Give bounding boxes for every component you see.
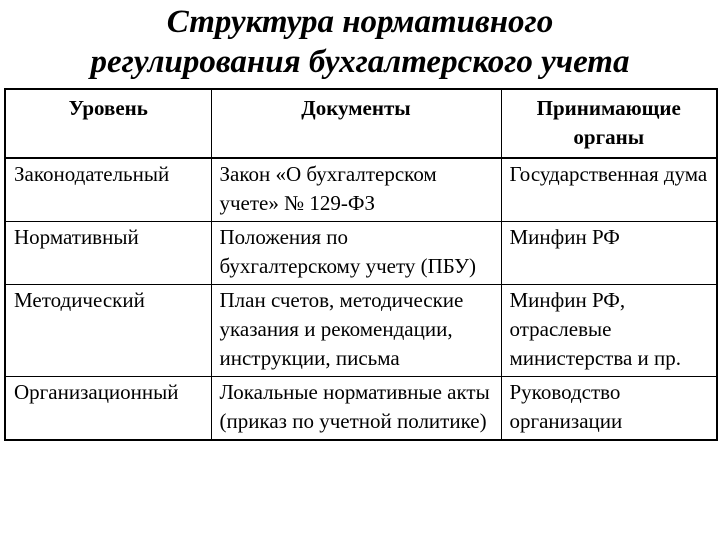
table-row <box>5 222 717 285</box>
regulation-table <box>4 88 718 441</box>
level-cell: Законодательный <box>14 162 170 186</box>
documents-cell: Положения по бухгалтерскому учету (ПБУ) <box>211 222 501 285</box>
level-cell: Организационный <box>14 380 179 404</box>
level-cell: Методический <box>14 288 145 312</box>
level-cell: Нормативный <box>14 225 139 249</box>
bodies-cell: Руководство организации <box>501 377 717 441</box>
header-documents: Документы <box>211 89 501 158</box>
slide-title <box>0 2 720 82</box>
documents-cell: План счетов, методические указания и рекомендации, инструкции, письма <box>211 285 501 377</box>
header-level: Уровень <box>5 89 211 158</box>
header-bodies: Принимающие органы <box>501 89 717 158</box>
documents-cell: Закон «О бухгалтерском учете» № 129-ФЗ <box>211 158 501 222</box>
documents-cell: Локальные нормативные акты (приказ по учетной политике) <box>211 377 501 441</box>
title-line-2: регулирования бухгалтерского учета <box>90 44 630 80</box>
header-row <box>5 89 717 158</box>
table-row <box>5 158 717 222</box>
table-row <box>5 285 717 377</box>
title-line-1: Структура нормативного <box>166 4 554 40</box>
table-row <box>5 377 717 441</box>
bodies-cell: Минфин РФ <box>501 222 717 285</box>
bodies-cell: Государственная дума <box>501 158 717 222</box>
bodies-cell: Минфин РФ, отраслевые министерства и пр. <box>501 285 717 377</box>
